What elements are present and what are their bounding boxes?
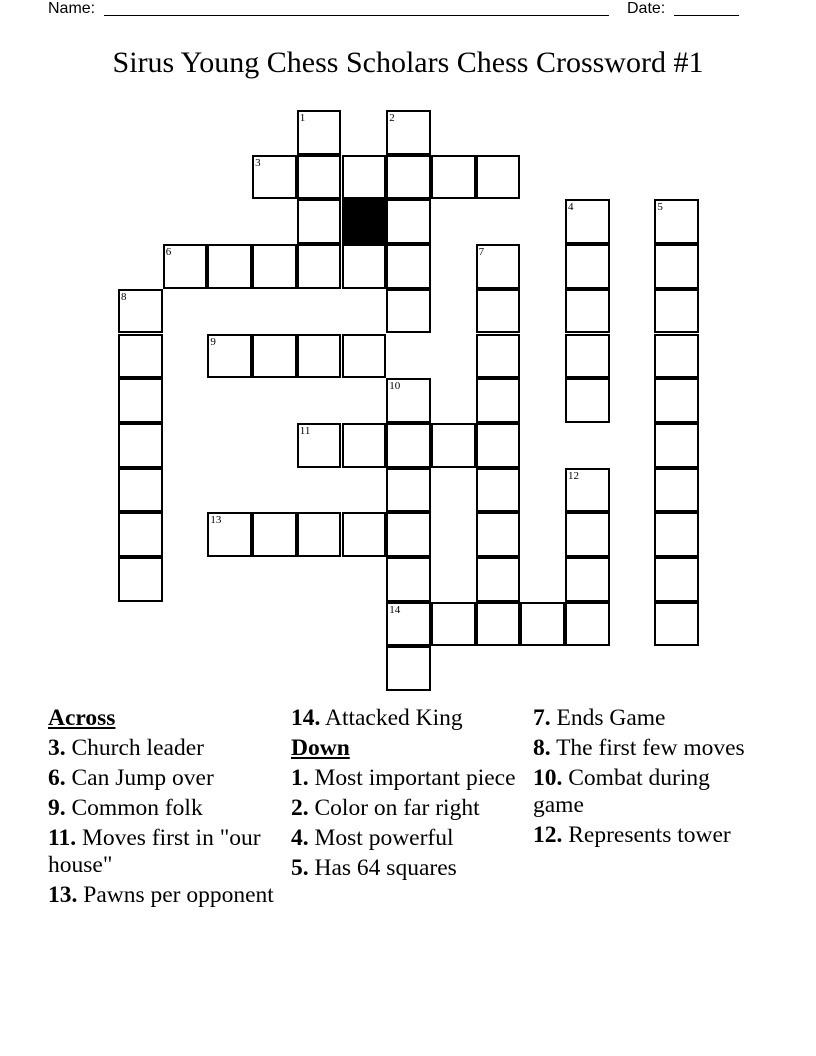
clue-number: 9 [210,335,216,348]
grid-cell[interactable] [654,423,699,468]
clue-across-11: 11. Moves first in "our house" [48,825,261,878]
grid-cell[interactable] [386,512,431,557]
name-label: Name: [48,0,96,17]
grid-cell[interactable] [118,423,163,468]
grid-cell[interactable] [476,378,521,423]
grid-cell[interactable] [252,155,297,200]
grid-cell[interactable] [297,110,342,155]
clue-number: 6 [165,246,172,259]
grid-cell[interactable] [297,512,342,557]
grid-cell[interactable] [118,334,163,379]
clue-down-7: 7. Ends Game [533,705,666,731]
grid-cell[interactable] [476,334,521,379]
clue-down-12: 12. Represents tower [533,822,731,848]
grid-cell[interactable] [476,468,521,513]
grid-cell[interactable] [252,334,297,379]
clue-down-5: 5. Has 64 squares [291,855,457,881]
grid-cell[interactable] [163,244,208,289]
grid-cell[interactable] [654,289,699,334]
grid-cell[interactable] [476,155,521,200]
grid-cell[interactable] [386,378,431,423]
grid-cell[interactable] [386,199,431,244]
grid-cell[interactable] [342,155,387,200]
grid-cell[interactable] [565,289,610,334]
grid-cell[interactable] [297,244,342,289]
grid-cell[interactable] [386,423,431,468]
clue-across-9: 9. Common folk [48,795,203,821]
grid-cell[interactable] [342,244,387,289]
grid-cell[interactable] [297,423,342,468]
across-heading: Across [48,705,116,731]
grid-cell[interactable] [476,289,521,334]
grid-cell[interactable] [386,110,431,155]
grid-cell[interactable] [386,602,431,647]
grid-cell[interactable] [431,602,476,647]
grid-cell[interactable] [118,557,163,602]
grid-cell[interactable] [476,244,521,289]
grid-cell[interactable] [386,289,431,334]
clue-number: 12 [568,469,579,482]
grid-cell[interactable] [565,199,610,244]
grid-cell[interactable] [386,646,431,691]
grid-cell[interactable] [565,468,610,513]
grid-cell[interactable] [386,244,431,289]
clue-number: 14 [389,603,401,616]
clue-down-10: 10. Combat during game [533,765,710,818]
grid-cell[interactable] [207,244,252,289]
grid-cell[interactable] [654,557,699,602]
grid-cell[interactable] [252,512,297,557]
grid-cell[interactable] [386,155,431,200]
grid-cell[interactable] [207,334,252,379]
grid-cell[interactable] [297,155,342,200]
clue-down-4: 4. Most powerful [291,825,454,851]
grid-cell[interactable] [118,468,163,513]
grid-cell[interactable] [118,378,163,423]
grid-cell[interactable] [565,557,610,602]
clue-number: 1 [299,112,306,124]
page-title: Sirus Young Chess Scholars Chess Crossword #1 [112,46,704,79]
clues-column-1 [48,705,278,912]
clue-number: 8 [121,290,127,303]
date-label: Date: [627,0,666,17]
grid-cell[interactable] [565,244,610,289]
clue-down-8: 8. The first few moves [533,735,745,761]
clue-number: 10 [389,380,401,393]
grid-cell[interactable] [342,512,387,557]
clue-number: 13 [210,514,222,527]
grid-cell[interactable] [342,334,387,379]
grid-cell[interactable] [520,602,565,647]
clue-down-1: 1. Most important piece [291,765,516,791]
clue-number: 7 [478,246,485,259]
grid-cell[interactable] [386,468,431,513]
grid-cell[interactable] [297,199,342,244]
grid-cell[interactable] [654,468,699,513]
grid-cell[interactable] [654,512,699,557]
grid-cell[interactable] [654,334,699,379]
grid-cell[interactable] [207,512,252,557]
grid-cell[interactable] [476,423,521,468]
grid-cell[interactable] [476,512,521,557]
grid-cell[interactable] [565,512,610,557]
grid-cell[interactable] [386,557,431,602]
grid-cell[interactable] [654,602,699,647]
clues-column-2 [291,705,521,885]
clue-across-3: 3. Church leader [48,735,204,761]
grid-cell[interactable] [476,557,521,602]
grid-cell[interactable] [431,155,476,200]
clue-number: 4 [568,201,574,214]
grid-cell[interactable] [654,199,699,244]
grid-cell[interactable] [431,423,476,468]
clue-number: 11 [299,424,311,437]
grid-cell[interactable] [654,378,699,423]
grid-cell[interactable] [565,334,610,379]
clues-column-3 [533,705,763,852]
clue-number: 3 [255,156,261,169]
down-heading: Down [291,735,350,761]
grid-cell[interactable] [297,334,342,379]
clue-across-14: 14. Attacked King [291,705,463,731]
grid-cell[interactable] [565,602,610,647]
clue-down-2: 2. Color on far right [291,795,480,821]
clue-across-6: 6. Can Jump over [48,765,214,791]
grid-cell[interactable] [565,378,610,423]
grid-cell[interactable] [118,512,163,557]
clue-number: 5 [657,201,663,214]
grid-cell[interactable] [654,244,699,289]
grid-cell[interactable] [342,423,387,468]
black-cell [342,199,387,244]
clue-across-13: 13. Pawns per opponent [48,882,274,908]
grid-cell[interactable] [118,289,163,334]
grid-cell[interactable] [476,602,521,647]
grid-cell[interactable] [252,244,297,289]
clue-number: 2 [389,112,395,124]
